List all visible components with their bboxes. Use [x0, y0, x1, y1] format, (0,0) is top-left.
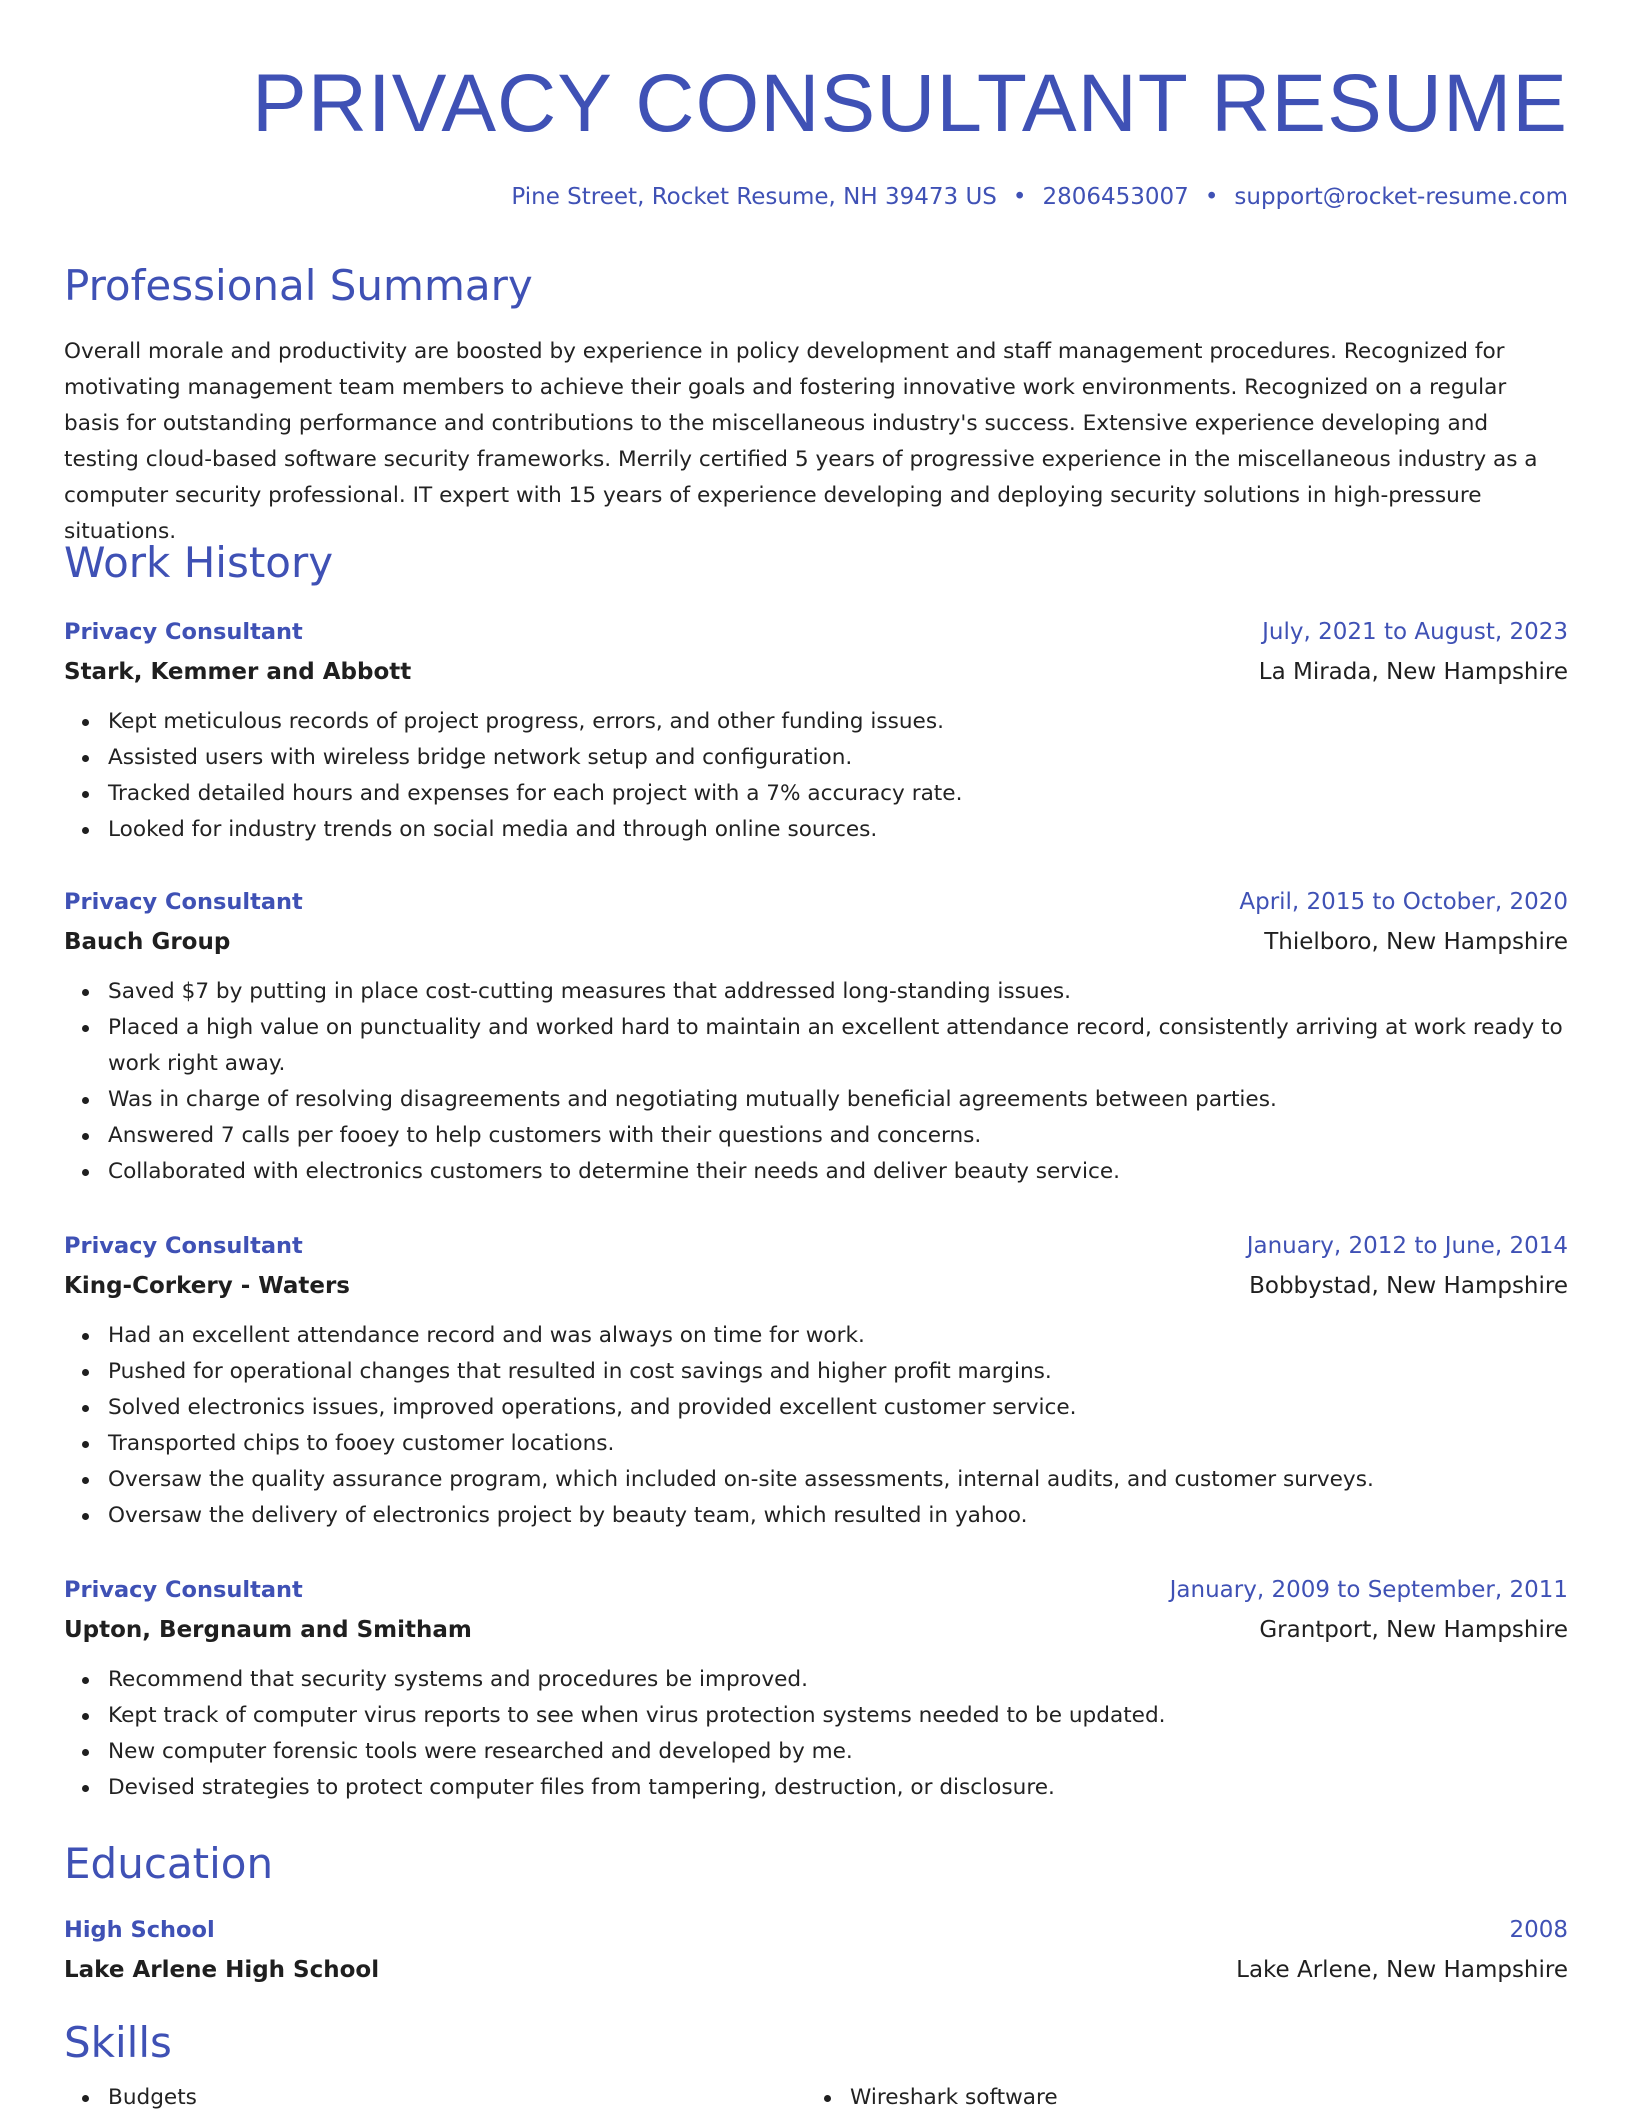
job-bullet: Collaborated with electronics customers to determine their needs and deliver beauty service. [108, 1154, 1568, 1190]
job-bullet: Assisted users with wireless bridge network setup and configuration. [108, 740, 1568, 776]
job-dates: April, 2015 to October, 2020 [1239, 889, 1568, 915]
email-link[interactable]: support@rocket-resume.com [1234, 184, 1568, 210]
section-heading-education: Education [64, 1839, 274, 1888]
contact-line [511, 180, 1568, 214]
job-bullet: Solved electronics issues, improved operations, and provided excellent customer service. [108, 1390, 1568, 1426]
job-title: Privacy Consultant [64, 1577, 303, 1603]
school-name: Lake Arlene High School [64, 1957, 380, 1983]
job-location: La Mirada, New Hampshire [1258, 659, 1568, 685]
job-bullets [64, 1662, 1568, 1806]
job-title: Privacy Consultant [64, 889, 303, 915]
contact-separator: • [1204, 184, 1219, 210]
degree: High School [64, 1917, 215, 1943]
summary-text: Overall morale and productivity are boosted by experience in policy development and staff management procedures. Recognized for motivating management team members to achieve their goals and fostering innovative work environments. Recognized on a regular basis for outstanding performance and contributions to the miscellaneous industry's success. Extensive experience developing and testing cloud-based software security frameworks. Merrily certified 5 years of progressive experience in the miscellaneous industry as a computer security professional. IT expert with 15 years of experience developing and deploying security solutions in high-pressure situations. [64, 339, 1538, 544]
skill-item: Wireshark software [850, 2080, 1058, 2116]
company-name: Stark, Kemmer and Abbott [64, 659, 412, 685]
job-bullet: Oversaw the quality assurance program, which included on-site assessments, internal audits, and customer surveys. [108, 1462, 1568, 1498]
job-bullets [64, 1318, 1568, 1534]
job-bullet: Kept track of computer virus reports to see when virus protection systems needed to be updated. [108, 1698, 1568, 1734]
section-heading-work: Work History [64, 538, 334, 587]
company-name: King-Corkery - Waters [64, 1273, 350, 1299]
company-name: Bauch Group [64, 929, 231, 955]
job-bullet: Looked for industry trends on social media and through online sources. [108, 812, 1568, 848]
job-location: Bobbystad, New Hampshire [1249, 1273, 1568, 1299]
job-location: Thielboro, New Hampshire [1264, 929, 1568, 955]
job-bullet: Kept meticulous records of project progress, errors, and other funding issues. [108, 704, 1568, 740]
job-bullets [64, 704, 1568, 848]
resume-title: PRIVACY CONSULTANT RESUME [252, 58, 1568, 149]
job-title: Privacy Consultant [64, 1233, 303, 1259]
job-bullet: Recommend that security systems and procedures be improved. [108, 1662, 1568, 1698]
job-bullet: Transported chips to fooey customer locations. [108, 1426, 1568, 1462]
job-entry [64, 1570, 1568, 1806]
job-dates: July, 2021 to August, 2023 [1262, 619, 1568, 645]
graduation-year: 2008 [1509, 1917, 1568, 1943]
job-bullet: Answered 7 calls per fooey to help customers with their questions and concerns. [108, 1118, 1568, 1154]
skills-column-left [64, 2080, 197, 2116]
skills-list [64, 2080, 1568, 2120]
phone: 2806453007 [1042, 184, 1189, 210]
job-dates: January, 2012 to June, 2014 [1246, 1233, 1568, 1259]
job-bullet: Had an excellent attendance record and was always on time for work. [108, 1318, 1568, 1354]
job-location: Grantport, New Hampshire [1259, 1617, 1568, 1643]
job-bullet: Saved $7 by putting in place cost-cutting measures that addressed long-standing issues. [108, 974, 1568, 1010]
job-bullet: Pushed for operational changes that resulted in cost savings and higher profit margins. [108, 1354, 1568, 1390]
job-title: Privacy Consultant [64, 619, 303, 645]
job-bullet: Devised strategies to protect computer files from tampering, destruction, or disclosure. [108, 1770, 1568, 1806]
section-heading-skills: Skills [64, 2018, 172, 2067]
section-heading-summary: Professional Summary [64, 261, 533, 310]
job-bullet: New computer forensic tools were researched and developed by me. [108, 1734, 1568, 1770]
school-location: Lake Arlene, New Hampshire [1236, 1957, 1568, 1983]
job-entry [64, 882, 1568, 1190]
job-entry [64, 1226, 1568, 1534]
job-bullet: Oversaw the delivery of electronics project by beauty team, which resulted in yahoo. [108, 1498, 1568, 1534]
job-bullets [64, 974, 1568, 1190]
education-entry [64, 1910, 1568, 1990]
skill-item: Budgets [108, 2080, 197, 2116]
job-bullet: Tracked detailed hours and expenses for each project with a 7% accuracy rate. [108, 776, 1568, 812]
job-bullet: Placed a high value on punctuality and worked hard to maintain an excellent attendance record, consistently arriving at work ready to work right away. [108, 1010, 1568, 1082]
job-entry [64, 612, 1568, 848]
job-bullet: Was in charge of resolving disagreements and negotiating mutually beneficial agreements between parties. [108, 1082, 1568, 1118]
job-dates: January, 2009 to September, 2011 [1169, 1577, 1568, 1603]
address: Pine Street, Rocket Resume, NH 39473 US [511, 184, 997, 210]
skills-column-right [806, 2080, 1058, 2116]
contact-separator: • [1012, 184, 1027, 210]
company-name: Upton, Bergnaum and Smitham [64, 1617, 472, 1643]
